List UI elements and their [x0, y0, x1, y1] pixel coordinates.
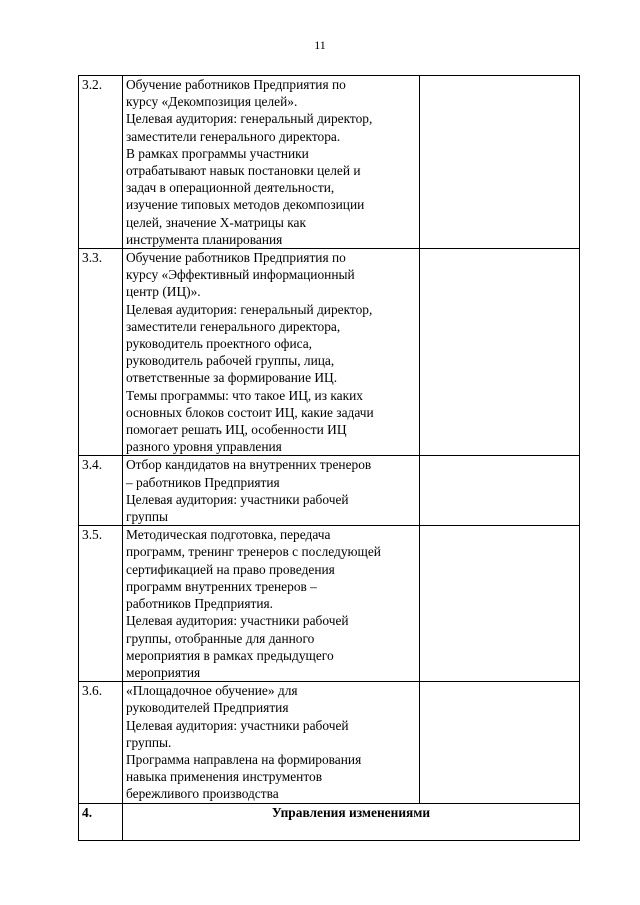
description-line: Целевая аудитория: участники рабочей	[126, 491, 349, 507]
description-line: Программа направлена на формирования	[126, 751, 362, 767]
description-line: курсу «Декомпозиция целей».	[126, 94, 298, 110]
table-row	[79, 456, 580, 526]
description-line: Темы программы: что такое ИЦ, из каких	[126, 387, 363, 403]
description-line: основных блоков состоит ИЦ, какие задачи	[126, 404, 374, 420]
description-line: помогает решать ИЦ, особенности ИЦ	[126, 422, 347, 438]
description-line: «Площадочное обучение» для	[126, 683, 298, 699]
section-title: Управления изменениями	[123, 803, 580, 840]
table-row	[79, 682, 580, 803]
table-row	[79, 249, 580, 456]
description-line: программ внутренних тренеров –	[126, 578, 317, 594]
row-number: 3.4.	[79, 456, 123, 526]
description-line: центр (ИЦ)».	[126, 284, 201, 300]
description-line: ответственные за формирование ИЦ.	[126, 370, 338, 386]
description-line: Целевая аудитория: генеральный директор,	[126, 111, 373, 127]
description-line: сертификацией на право проведения	[126, 561, 335, 577]
section-number: 4.	[79, 803, 123, 840]
description-line: инструмента планирования	[126, 231, 283, 247]
description-line: группы, отобранные для данного	[126, 630, 315, 646]
row-empty-cell	[420, 526, 580, 682]
page-number: 11	[314, 38, 326, 52]
table-row	[79, 76, 580, 249]
row-description	[123, 249, 420, 456]
row-empty-cell	[420, 682, 580, 803]
section-row	[79, 803, 580, 840]
description-line: работников Предприятия.	[126, 596, 274, 612]
description-line: группы	[126, 509, 169, 525]
row-empty-cell	[420, 456, 580, 526]
description-line: Целевая аудитория: участники рабочей	[126, 613, 349, 629]
description-line: курсу «Эффективный информационный	[126, 267, 355, 283]
plan-table	[78, 75, 580, 841]
description-line: группы.	[126, 734, 172, 750]
description-line: заместители генерального директора,	[126, 318, 341, 334]
row-description	[123, 456, 420, 526]
plan-table-body	[79, 76, 580, 841]
description-line: руководителей Предприятия	[126, 700, 289, 716]
description-line: руководитель проектного офиса,	[126, 336, 313, 352]
row-description	[123, 526, 420, 682]
row-number: 3.2.	[79, 76, 123, 249]
row-empty-cell	[420, 76, 580, 249]
row-number: 3.6.	[79, 682, 123, 803]
description-line: мероприятия	[126, 664, 201, 680]
row-empty-cell	[420, 249, 580, 456]
row-number: 3.3.	[79, 249, 123, 456]
description-line: целей, значение Х-матрицы как	[126, 214, 307, 230]
row-number: 3.5.	[79, 526, 123, 682]
description-line: Методическая подготовка, передача	[126, 527, 331, 543]
description-line: программ, тренинг тренеров с последующей	[126, 544, 381, 560]
description-line: руководитель рабочей группы, лица,	[126, 353, 335, 369]
description-line: изучение типовых методов декомпозиции	[126, 197, 365, 213]
description-line: навыка применения инструментов	[126, 769, 323, 785]
row-description	[123, 76, 420, 249]
description-line: В рамках программы участники	[126, 145, 309, 161]
table-row	[79, 526, 580, 682]
description-line: Целевая аудитория: генеральный директор,	[126, 301, 373, 317]
description-line: разного уровня управления	[126, 439, 282, 455]
description-line: заместители генерального директора.	[126, 128, 341, 144]
description-line: – работников Предприятия	[126, 474, 280, 490]
description-line: бережливого производства	[126, 786, 279, 802]
description-line: отрабатывают навык постановки целей и	[126, 163, 361, 179]
description-line: Обучение работников Предприятия по	[126, 250, 346, 266]
description-line: Отбор кандидатов на внутренних тренеров	[126, 457, 372, 473]
description-line: Обучение работников Предприятия по	[126, 77, 346, 92]
description-line: мероприятия в рамках предыдущего	[126, 647, 334, 663]
description-line: Целевая аудитория: участники рабочей	[126, 717, 349, 733]
row-description	[123, 682, 420, 803]
description-line: задач в операционной деятельности,	[126, 180, 335, 196]
